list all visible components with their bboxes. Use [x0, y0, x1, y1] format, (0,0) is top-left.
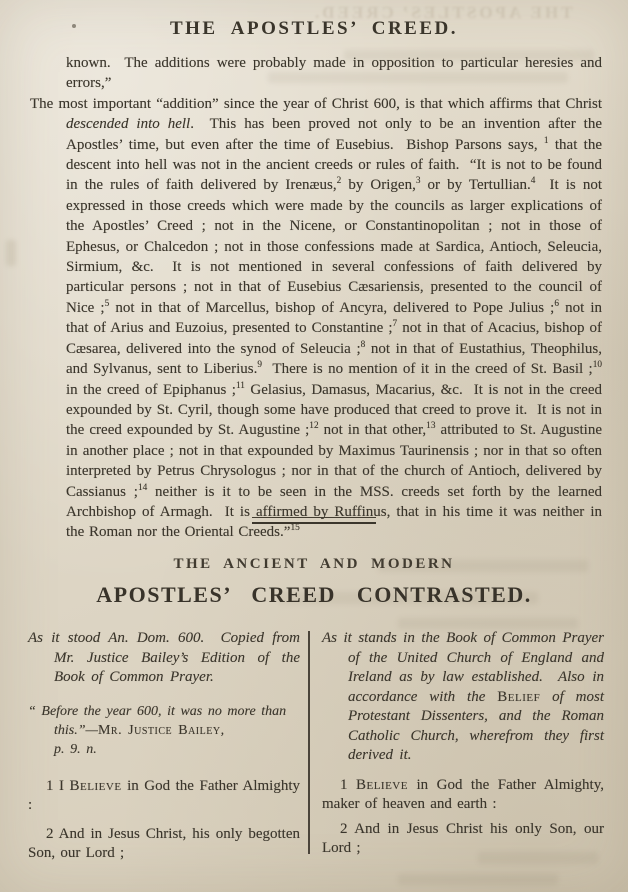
section-divider: [252, 517, 376, 524]
ancient-creed-verse-2: 2 And in Jesus Christ, his only begotten Son, our Lord ;: [28, 825, 300, 861]
contrast-section: [0, 512, 628, 864]
main-passage: [28, 53, 602, 543]
show-through-smudge: [6, 240, 16, 266]
show-through-title: THE APOSTLES’ CREED.: [311, 3, 572, 22]
modern-creed-verse-2: 2 And in Jesus Christ his only Son, our Lord ;: [322, 820, 604, 856]
ancient-creed-column: [28, 629, 300, 864]
ancient-creed-verse-1: 1 I Believe in God the Father Almighty :: [28, 777, 300, 813]
page-title: THE APOSTLES’ CREED.: [169, 18, 458, 39]
section-kicker: THE ANCIENT AND MODERN: [173, 556, 455, 572]
ancient-column-citation: “ Before the year 600, it was no more than this.”—Mr. Justice Bailey, p. 9. n.: [28, 703, 287, 757]
paragraph-continuation: known. The additions were probably made in opposition to particular heresies and errors,”: [66, 55, 602, 92]
modern-column-caption: As it stands in the Book of Common Prayer of the United Church of England and Ireland as by law established. Also in accordance with the Belief of most Protestant Dissenters, and the Roman Catholic Church, wherefrom they first derived it.: [322, 630, 604, 763]
comparison-columns: [28, 629, 604, 864]
modern-creed-verse-1: 1 Believe in God the Father Almighty, maker of heaven and earth :: [322, 776, 604, 812]
column-divider: [308, 631, 310, 854]
section-title: APOSTLES’ CREED CONTRASTED.: [96, 582, 532, 607]
ancient-column-caption: As it stood An. Dom. 600. Copied from Mr. Justice Bailey’s Edition of the Book of Common Prayer.: [28, 630, 300, 685]
modern-creed-column: [322, 629, 604, 864]
paragraph-main: The most important “addition” since the year of Christ 600, is that which affirms that Christ descended into hell. This has been proved not only to be an invention after the Apostles’ time, but even after the time of Eusebius. Bishop Parsons says, $^1$ that the descent into hell was not in the ancient creeds or rules of faith. “It is not to be found in the rules of faith delivered by Irenæus,$^2$ by Origen,$^3$ or by Tertullian.$^4$ It is not expressed in those creeds which were made by the councils as larger explications of the Apostles’ Creed ; not in the Nicene, or Constantinopolitan ; not in those of Ephesus, or Chalcedon ; not in those confessions made at Sardica, Antioch, Seleucia, Sirmium, &c. It is not mentioned in several confessions of faith delivered by particular persons ; not in that of Eusebius Cæsariensis, presented to the council of Nice ;$^5$ not in that of Marcellus, bishop of Ancyra, delivered to Pope Julius ;$^6$ not in that of Arius and Euzoius, presented to Constantine ;$^7$ not in that of Acacius, bishop of Cæsarea, delivered into the synod of Seleucia ;$^8$ not in that of Eustathius, Theophilus, and Sylvanus, sent to Liberius.$^9$ There is no mention of it in the creed of St. Basil ;$^{10}$ in the creed of Epiphanus ;$^{11}$ Gelasius, Damasus, Macarius, &c. It is not in the creed expounded by St. Cyril, though some have produced that creed to prove it. It is not in the creed expounded by St. Augustine ;$^{12}$ not in that other,$^{13}$ attributed to St. Augustine in another place ; not in that expounded by Maximus Taurinensis ; nor in that so often interpreted by Petrus Chrysologus ; nor in that of the church of Antioch, delivered by Cassianus ;$^{14}$ neither is it to be seen in the MSS. creeds set forth by the learned Archbishop of Armagh. It is affirmed by Ruffinus, that in his time it was neither in the Roman nor the Oriental Creeds.”$^{15}$: [30, 95, 603, 541]
show-through-smudge: [398, 874, 558, 885]
